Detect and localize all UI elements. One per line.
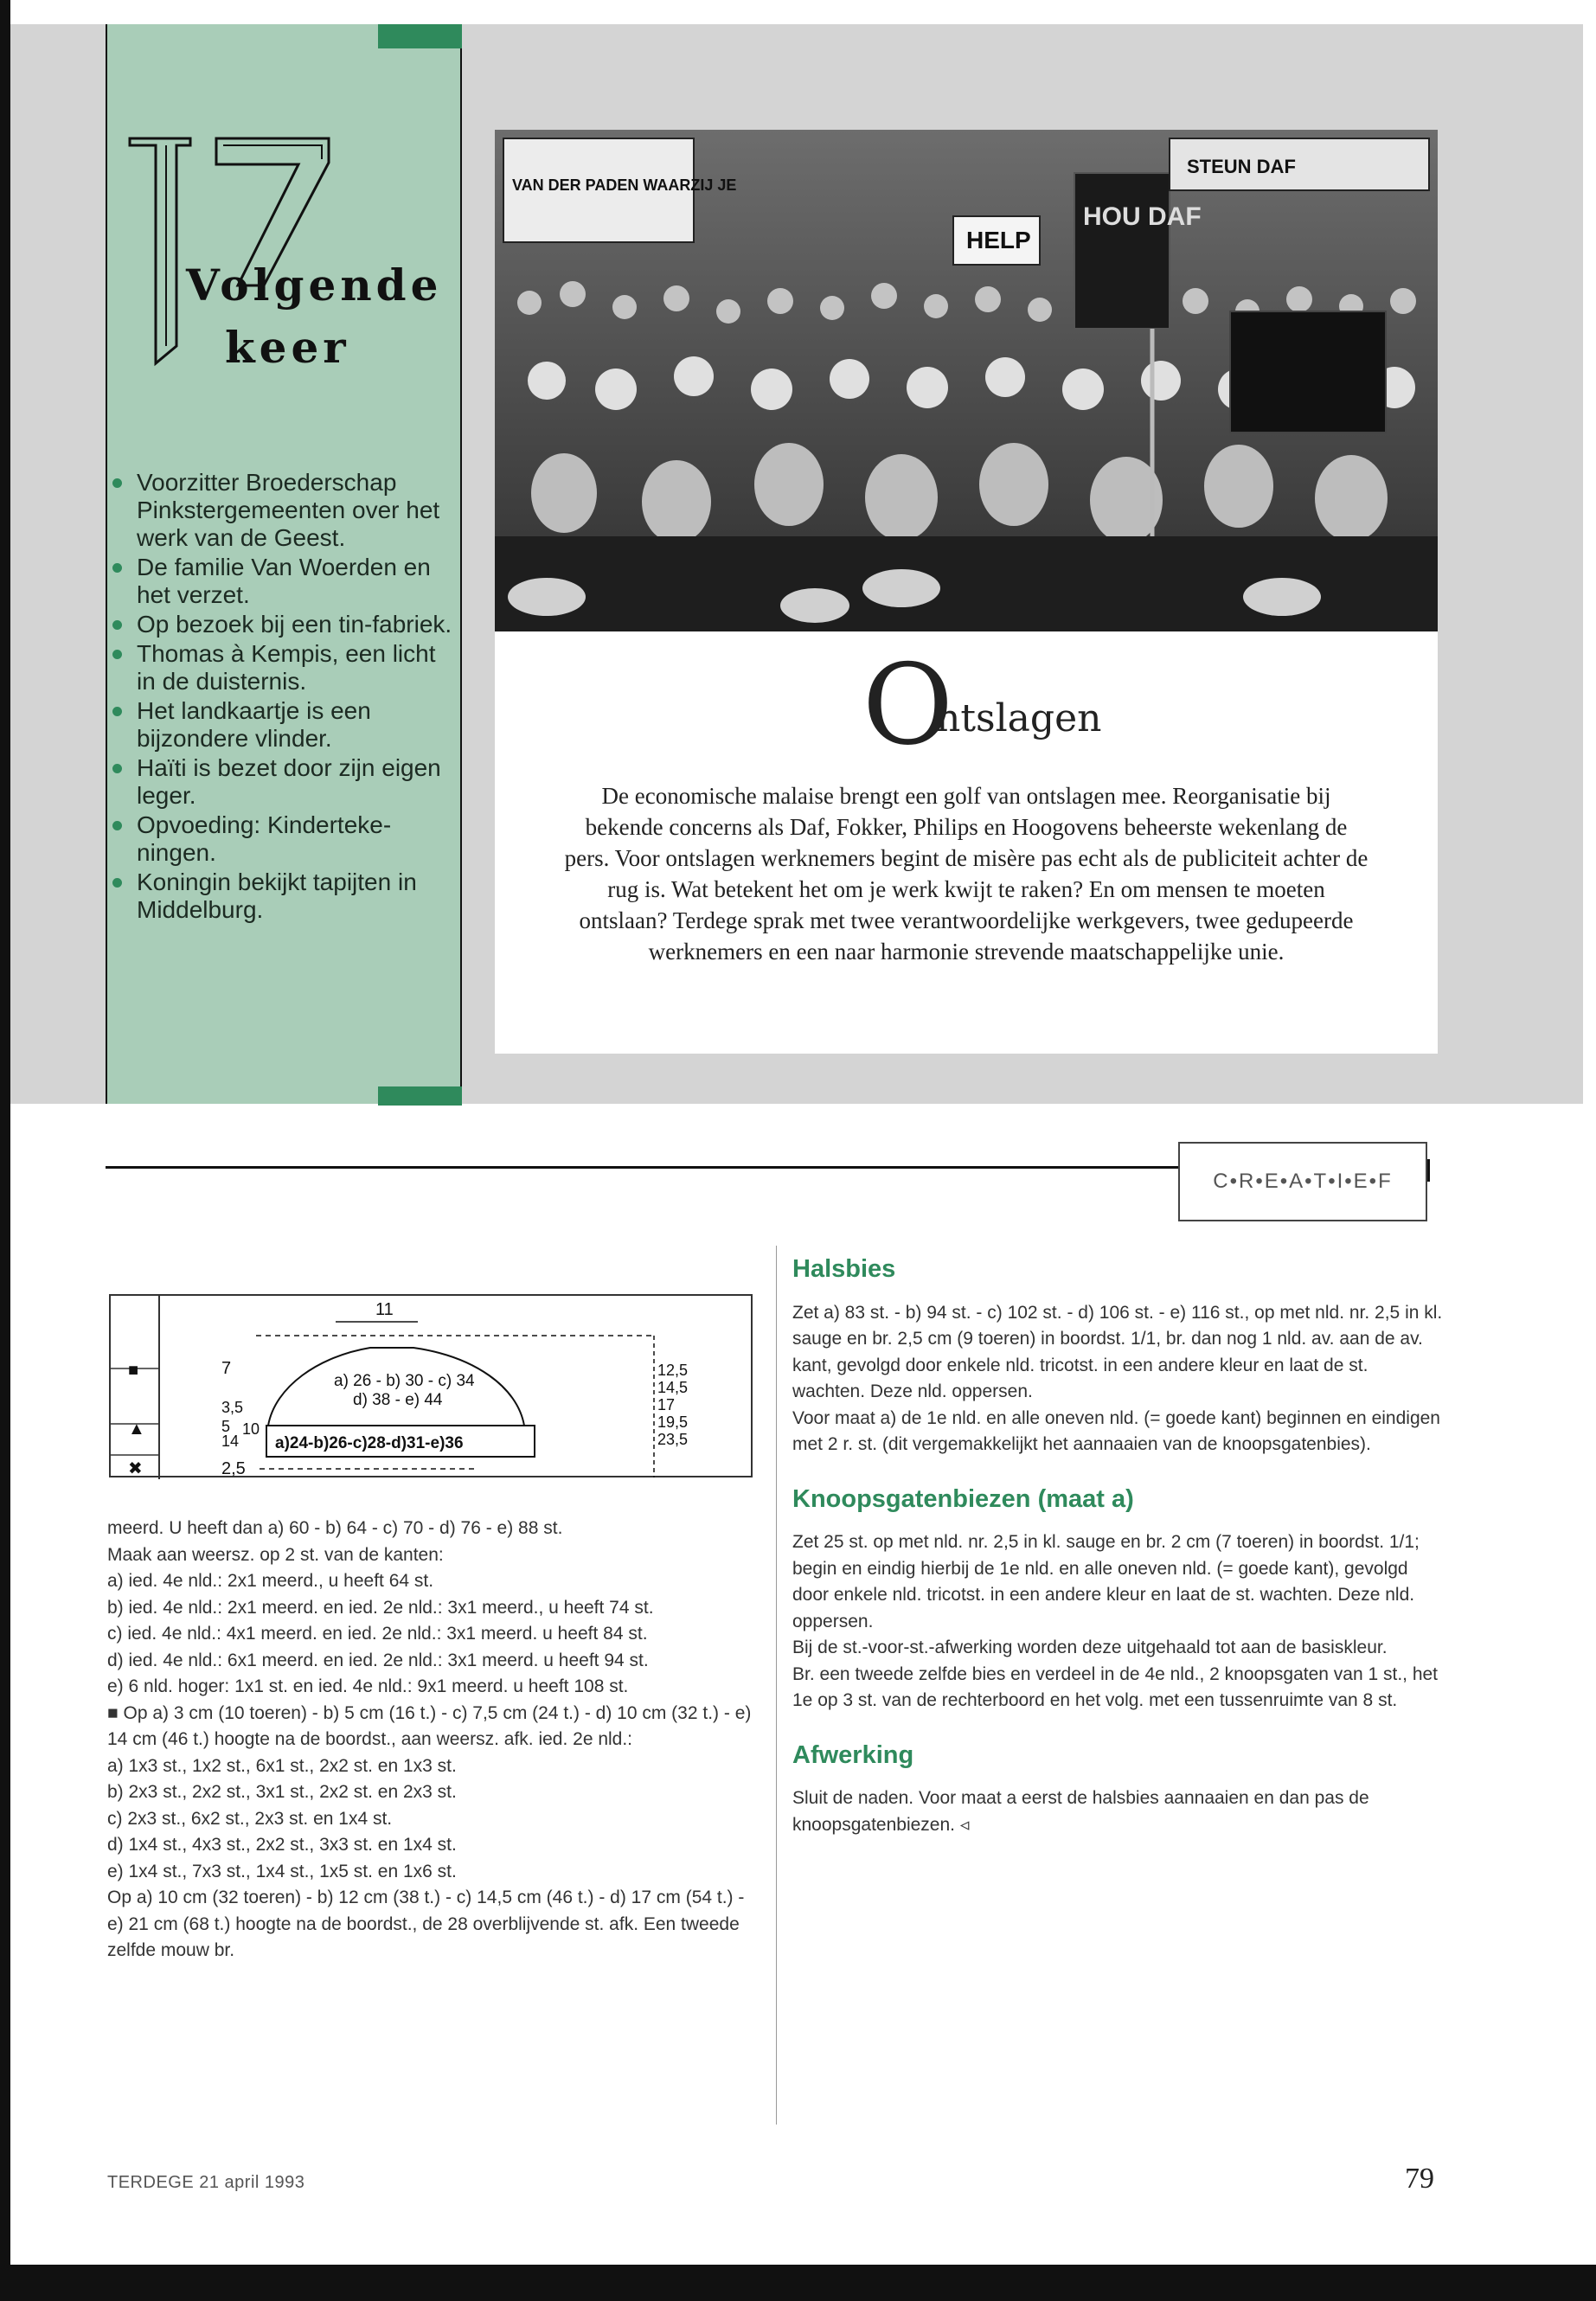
instruction-line: b) ied. 4e nld.: 2x1 meerd. en ied. 2e nld.: 3x1 meerd., u heeft 74 st. (107, 1597, 654, 1618)
upper-stitch-label-2: d) 38 - e) 44 (353, 1391, 443, 1409)
scan-edge-left (0, 0, 10, 2301)
publication-footer: TERDEGE 21 april 1993 (107, 2173, 305, 2192)
topic-item: Voorzitter Broederschap Pinkstergemeenten over het werk van de Geest. (109, 469, 455, 552)
sidebar-tab-top (378, 24, 462, 48)
help-sign-text: HELP (966, 227, 1031, 253)
bullet-icon (112, 620, 122, 630)
knitting-instructions-left (107, 1516, 761, 1965)
halsbies-paragraph-1: Zet a) 83 st. - b) 94 st. - c) 102 st. - d) 106 st. - e) 116 st., op met nld. nr. 2,5 in kl. sauge en br. 2,5 cm (9 toeren) in boordst. 1/1, br. dan nog 1 nld. av. aan de av. kant, gevolgd door enkele nld. tricotst. in een andere kleur en laat de st. wachten. Deze nld. oppersen. (792, 1302, 1443, 1401)
topic-item: Koningin bekijkt tapijten in Middelburg. (109, 868, 455, 924)
sidebar-heading-line1: Volgende (186, 260, 443, 311)
right-dim-value: 12,5 (657, 1362, 689, 1379)
lower-stitch-label: a)24-b)26-c)28-d)31-e)36 (275, 1434, 464, 1452)
topic-item: Opvoeding: Kinderteke-ningen. (109, 811, 455, 867)
crowd-protest-photo (495, 130, 1438, 631)
top-width-label: 11 (375, 1300, 394, 1319)
bullet-icon (112, 563, 122, 573)
bullet-icon (112, 707, 122, 716)
instruction-line: meerd. U heeft dan a) 60 - b) 64 - c) 70 - d) 76 - e) 88 st. (107, 1518, 563, 1538)
triangle-symbol-icon: ▲ (128, 1420, 145, 1439)
left-dim-2-5: 2,5 (221, 1459, 246, 1478)
right-dim-value: 17 (657, 1396, 676, 1413)
square-symbol-icon: ■ (128, 1361, 139, 1380)
topic-item: Thomas à Kempis, een licht in de duisternis. (109, 640, 455, 695)
bullet-icon (112, 478, 122, 488)
column-divider (776, 1246, 777, 2125)
bullet-icon (112, 821, 122, 830)
topic-item: De familie Van Woerden en het verzet. (109, 554, 455, 609)
article-title: ntslagen (936, 696, 1102, 740)
knitting-instructions-right (792, 1256, 1443, 1838)
topic-item: Het landkaartje is een bijzondere vlinder. (109, 697, 455, 753)
upper-stitch-label: a) 26 - b) 30 - c) 34 (334, 1372, 475, 1390)
right-dim-value: 19,5 (657, 1413, 689, 1431)
section-heading-afwerking: Afwerking (792, 1740, 914, 1769)
instruction-line: c) 2x3 st., 6x2 st., 2x3 st. en 1x4 st. (107, 1808, 393, 1829)
banner-text: STEUN DAF (1187, 156, 1296, 177)
section-rule (106, 1166, 1178, 1169)
topic-item: Haïti is bezet door zijn eigen leger. (109, 754, 455, 810)
protest-sign-text: VAN DER PADEN WAARZIJ JE (512, 176, 737, 194)
cross-symbol-icon: ✖ (128, 1459, 143, 1478)
bullet-icon (112, 878, 122, 888)
section-label-tick (1427, 1159, 1430, 1182)
right-dim-value: 14,5 (657, 1379, 689, 1396)
section-heading-knoopsgatenbiezen: Knoopsgatenbiezen (maat a) (792, 1484, 1134, 1513)
title-initial: O (862, 641, 953, 770)
next-issue-topics (109, 469, 455, 926)
left-dim-7: 7 (221, 1359, 232, 1378)
scan-edge-bottom (0, 2265, 1596, 2301)
left-dim-14: 14 (221, 1433, 240, 1450)
instruction-line: d) ied. 4e nld.: 6x1 meerd. en ied. 2e nld.: 3x1 meerd. u heeft 94 st. (107, 1650, 649, 1670)
instruction-line: c) ied. 4e nld.: 4x1 meerd. en ied. 2e nld.: 3x1 meerd. u heeft 84 st. (107, 1624, 648, 1644)
left-dim-10: 10 (242, 1420, 260, 1438)
left-dim-5: 5 (221, 1418, 231, 1435)
section-heading-halsbies: Halsbies (792, 1255, 896, 1283)
bullet-icon (112, 650, 122, 659)
bullet-icon (112, 764, 122, 773)
sidebar-tab-bottom (378, 1086, 462, 1106)
instruction-line: e) 6 nld. hoger: 1x1 st. en ied. 4e nld.: 9x1 meerd. u heeft 108 st. (107, 1676, 629, 1696)
sidebar-heading-line2: keer (225, 322, 350, 373)
instruction-line: a) ied. 4e nld.: 2x1 meerd., u heeft 64 st. (107, 1571, 434, 1591)
knoop-paragraph-3: Br. een tweede zelfde bies en verdeel in de 4e nld., 2 knoopsgaten van 1 st., het 1e op 3 st. van de rechterboord en het volg. met een tussenruimte van 8 st. (792, 1663, 1439, 1710)
instruction-line: d) 1x4 st., 4x3 st., 2x2 st., 3x3 st. en 1x4 st. (107, 1835, 457, 1855)
left-dim-3-5: 3,5 (221, 1399, 244, 1416)
instruction-line: b) 2x3 st., 2x2 st., 3x1 st., 2x2 st. en 2x3 st. (107, 1782, 457, 1802)
knoop-paragraph-2: Bij de st.-voor-st.-afwerking worden deze uitgehaald tot aan de basiskleur. (792, 1638, 1388, 1657)
afwerking-paragraph: Sluit de naden. Voor maat a eerst de halsbies aannaaien en dan pas de knoopsgatenbiezen. ◃ (792, 1788, 1369, 1835)
topic-item: Op bezoek bij een tin-fabriek. (109, 611, 455, 638)
instruction-line: Maak aan weersz. op 2 st. van de kanten: (107, 1544, 444, 1565)
instruction-line: Op a) 10 cm (32 toeren) - b) 12 cm (38 t.) - c) 14,5 cm (46 t.) - d) 17 cm (54 t.) - e) 21 cm (68 t.) hoogte na de boordst., de 28 overblijvende st. afk. Een tweede zelfde mouw br. (107, 1888, 745, 1960)
page-number: 79 (1405, 2163, 1434, 2195)
hou-daf-sign-text: HOU DAF (1083, 202, 1202, 231)
right-dim-value: 23,5 (657, 1431, 689, 1448)
halsbies-paragraph-2: Voor maat a) de 1e nld. en alle oneven nld. (= goede kant) beginnen en eindigen met 2 r. st. (dit vergemakkelijkt het aannaaien van de knoopsgatenbies). (792, 1407, 1440, 1454)
instruction-line: e) 1x4 st., 7x3 st., 1x4 st., 1x5 st. en 1x6 st. (107, 1861, 457, 1881)
instruction-line: a) 1x3 st., 1x2 st., 6x1 st., 2x2 st. en 1x3 st. (107, 1755, 457, 1776)
article-intro-panel (495, 631, 1438, 1054)
knitting-pattern-diagram (109, 1294, 753, 1477)
section-label-creatief: C•R•E•A•T•I•E•F (1178, 1142, 1427, 1221)
instruction-line: ■ Op a) 3 cm (10 toeren) - b) 5 cm (16 t.) - c) 7,5 cm (24 t.) - d) 10 cm (32 t.) - e) 14 cm (46 t.) hoogte na de boordst., aan weersz. afk. ied. 2e nld.: (107, 1702, 752, 1749)
article-intro: De economische malaise brengt een golf van ontslagen mee. Reorganisatie bij bekende concerns als Daf, Fokker, Philips en Hoogovens beheerste wekenlang de pers. Voor ontslagen werknemers begint de misère pas echt als de publiciteit achter de rug is. Wat betekent het om je werk kwijt te raken? En om mensen te moeten ontslaan? Terdege sprak met twee verantwoordelijke werkgevers, twee gedupeerde werknemers en een naar harmonie strevende maatschappelijke unie. (564, 783, 1368, 965)
knoop-paragraph-1: Zet 25 st. op met nld. nr. 2,5 in kl. sauge en br. 2 cm (7 toeren) in boordst. 1/1; begin en eindig hierbij de 1e nld. en alle oneven nld. (= goede kant), gevolgd door enkele nld. tricotst. in een andere kleur en laat de st. wachten. Deze nld. oppersen. (792, 1532, 1420, 1631)
